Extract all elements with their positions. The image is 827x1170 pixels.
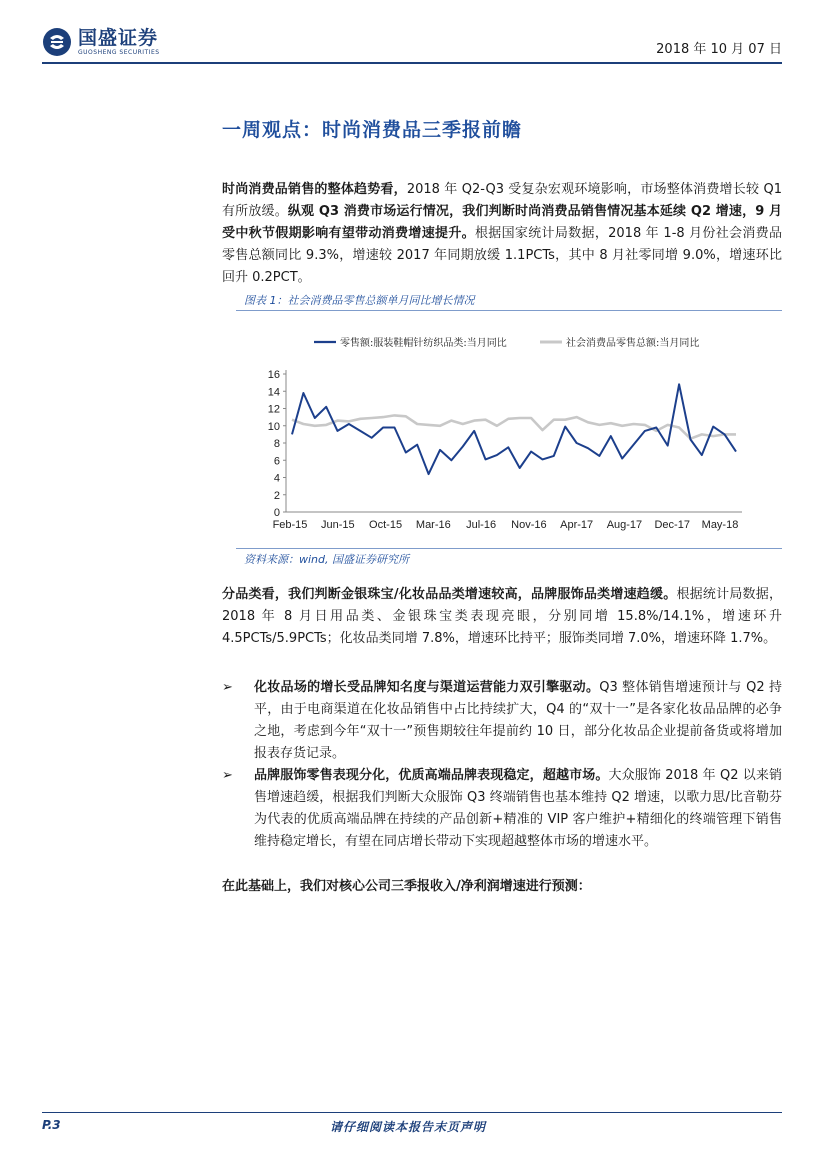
y-tick-label: 16: [267, 369, 280, 381]
bullet-cosmetics-lead: 化妆品场的增长受品牌知名度与渠道运营能力双引擎驱动。: [254, 680, 600, 695]
logo-text-cn: 国盛证券: [78, 27, 159, 49]
y-tick-label: 0: [273, 507, 280, 519]
y-tick-label: 12: [267, 403, 280, 416]
company-logo: [42, 24, 160, 60]
x-tick-label: Dec-17: [654, 519, 690, 531]
page-header: [42, 24, 782, 64]
bullet-cosmetics-text: Q3 整体销售增速预计与 Q2 持平，由于电商渠道在化妆品销售中占比持续扩大，Q4 的“双十一”是各家化妆品品牌的必争之地，考虑到今年“双十一”预售期较往年提前约 10 日，部分化妆品企业提前备货或将增加报表存货记录。: [254, 680, 782, 761]
figure-source: 资料来源：wind, 国盛证券研究所: [244, 553, 409, 566]
p2-lead: 分品类看，我们判断金银珠宝/化妆品品类增速较高，品牌服饰品类增速趋缓。: [222, 587, 677, 602]
header-divider: [42, 62, 782, 64]
y-tick-label: 6: [273, 455, 280, 468]
bullet-apparel-text: 大众服饰 2018 年 Q2 以来销售增速趋缓，根据我们判断大众服饰 Q3 终端销售也基本维持 Q2 增速，以歌力思/比音勒芬为代表的优质高端品牌在持续的产品创新+精准的 VIP 客户维护+精细化的终端管理下销售维持稳定增长，有望在同店增长带动下实现超越整体市场的增速水平。: [254, 768, 782, 849]
paragraph-forecast-intro: 在此基础上，我们对核心公司三季报收入/净利润增速进行预测：: [222, 879, 591, 894]
p1-text-1: 2018 年 Q2-Q3 受复杂宏观环境影响，市场整体消费增长较 Q1 有所放缓。: [222, 182, 782, 219]
footer-disclaimer: 请仔细阅读本报告末页声明: [330, 1120, 487, 1134]
y-tick-label: 10: [267, 420, 280, 433]
x-tick-label: Oct-15: [369, 519, 403, 531]
x-tick-label: Aug-17: [606, 519, 643, 531]
x-tick-label: Nov-16: [511, 519, 547, 531]
bullet-arrow-icon: ➢: [222, 680, 233, 695]
figure-bottom-rule: [236, 548, 782, 549]
legend-label-1: 零售额:服装鞋帽针纺织品类:当月同比: [340, 338, 507, 349]
p1-judgement: 纵观 Q3 消费市场运行情况，我们判断时尚消费品销售情况基本延续 Q2 增速，9 月受中秋节假期影响有望带动消费增速提升。: [222, 204, 782, 241]
x-tick-label: Mar-16: [415, 519, 451, 531]
figure-title: 图表 1：社会消费品零售总额单月同比增长情况: [244, 294, 475, 307]
section-title: 一周观点：时尚消费品三季报前瞻: [222, 119, 523, 141]
p1-text-2: 根据国家统计局数据，2018 年 1-8 月份社会消费品零售总额同比 9.3%，增速较 2017 年同期放缓 1.1PCTs，其中 8 月社零同增 9.0%，增速环比回升 0.2PCT。: [222, 226, 782, 285]
bullet-arrow-icon: ➢: [222, 768, 233, 783]
p2-text: 根据统计局数据，2018 年 8 月日用品类、金银珠宝类表现亮眼，分别同增 15.8%/14.1%，增速环升 4.5PCTs/5.9PCTs；化妆品类同增 7.8%，增速环比持平；服饰类同增 7.0%，增速环降 1.7%。: [222, 587, 782, 646]
paragraph-by-category: [222, 584, 782, 650]
logo-text-en: GUOSHENG SECURITIES: [78, 49, 160, 56]
x-tick-label: May-18: [701, 519, 739, 531]
page-number: P.3: [42, 1118, 61, 1132]
retail-sales-line-chart: [236, 322, 782, 544]
y-tick-label: 2: [273, 489, 280, 502]
bullet-apparel: [222, 765, 782, 853]
legend-label-2: 社会消费品零售总额:当月同比: [566, 338, 700, 349]
paragraph-overall-trend: [222, 179, 782, 289]
y-tick-label: 8: [273, 438, 280, 450]
y-tick-label: 14: [267, 386, 280, 399]
p1-lead: 时尚消费品销售的整体趋势看，: [222, 182, 407, 197]
x-tick-label: Jul-16: [466, 519, 497, 531]
x-tick-label: Jun-15: [320, 519, 355, 531]
x-tick-label: Apr-17: [560, 519, 594, 531]
x-tick-label: Feb-15: [272, 519, 308, 531]
y-tick-label: 4: [273, 472, 280, 485]
figure-top-rule: [236, 310, 782, 311]
series-line-1: [292, 384, 736, 474]
bullet-cosmetics: [222, 677, 782, 765]
footer-divider: [42, 1112, 782, 1113]
report-date: 2018 年 10 月 07 日: [656, 42, 782, 57]
logo-icon: [42, 27, 72, 57]
bullet-apparel-lead: 品牌服饰零售表现分化，优质高端品牌表现稳定，超越市场。: [254, 768, 609, 783]
